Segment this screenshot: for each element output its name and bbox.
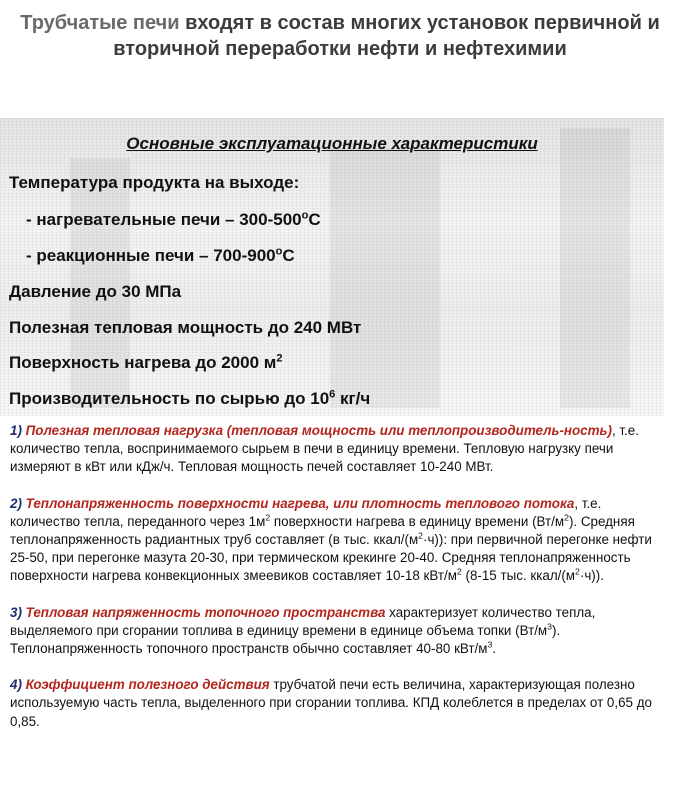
spec-heating-text: - нагревательные печи – 300-500 (26, 210, 302, 229)
unit-exponent: 2 (265, 512, 271, 523)
spec-thermal-power: Полезная тепловая мощность до 240 МВт (9, 318, 362, 337)
spec-surface-text: Поверхность нагрева до 2000 м (9, 353, 277, 372)
unit-exponent: 3 (487, 639, 493, 650)
title-rest: входят в состав многих установок первичной и вторичной переработки нефти и нефтехимии (113, 12, 660, 60)
spec-outlet-temperature: Температура продукта на выходе: (9, 173, 300, 192)
spec-reaction-unit: С (282, 246, 295, 265)
background-furnace-silhouette (330, 148, 440, 408)
unit-exponent: 2 (564, 512, 569, 523)
spec-throughput-exponent: 6 (329, 388, 336, 401)
definition-body: ). Средняя теплонапряженность радиантных труб составляет (в тыс. ккал/(м (10, 513, 635, 548)
definition-item (10, 604, 674, 659)
definition-item (10, 676, 674, 731)
definition-item (10, 495, 674, 586)
title-lead: Трубчатые печи (20, 12, 180, 34)
definition-number: 4) (10, 677, 22, 693)
spec-heating-surface (9, 353, 283, 373)
definition-body: поверхности нагрева в единицу времени (Вт/м (270, 513, 565, 529)
definition-term: Теплонапряженность поверхности нагрева, или плотность теплового потока (25, 495, 575, 511)
definition-term: Коэффициент полезного действия (25, 677, 270, 693)
definition-body: , т.е. количество тепла, воспринимаемого сырьем в печи в единицу времени. Тепловую нагрузку печи измеряют в кВт или кДж/ч. Тепловая мощность печей составляет 10-240 МВт. (10, 423, 639, 475)
definition-body: . (492, 641, 497, 657)
definition-body: , т.е. количество тепла, переданного через 1м (10, 495, 602, 529)
spec-heating-furnaces (26, 210, 321, 230)
definition-body: (8-15 тыс. ккал/(м (461, 568, 576, 584)
definitions-list (10, 422, 674, 749)
characteristics-heading: Основные эксплуатационные характеристики (126, 134, 538, 153)
spec-surface-exponent: 2 (276, 352, 283, 365)
definition-body: характеризует количество тепла, выделяемого при сгорании топлива в единицу времени в единице объема топки (Вт/м (10, 604, 596, 638)
spec-heating-degree: о (301, 209, 309, 222)
unit-exponent: 2 (575, 566, 580, 577)
definition-number: 2) (10, 495, 22, 511)
background-furnace-silhouette (560, 128, 630, 408)
definition-body: ·ч)): при первичной перегонке нефти 25-50, при перегонке мазута 20-30, при термическом крекинге 20-40. Средняя теплонапряженность поверхности нагрева конвекционных змеевиков составляет 10-18 кВт/м (10, 532, 652, 584)
unit-exponent: 2 (418, 530, 423, 541)
spec-heating-unit: С (308, 210, 321, 229)
characteristics-panel (0, 118, 664, 416)
definition-number: 3) (10, 604, 22, 620)
definition-body: ). Теплонапряженность топочного пространств обычно составляет 40-80 кВт/м (10, 622, 561, 657)
definition-number: 1) (10, 423, 22, 438)
page-title (20, 10, 660, 62)
definition-term: Полезная тепловая нагрузка (тепловая мощность или теплопроизводитель-ность) (25, 423, 612, 438)
unit-exponent: 2 (456, 566, 462, 577)
spec-throughput-unit: кг/ч (335, 389, 371, 408)
spec-reaction-text: - реакционные печи – 700-900 (26, 246, 276, 265)
spec-throughput (9, 389, 370, 409)
unit-exponent: 3 (547, 621, 552, 632)
spec-reaction-furnaces (26, 246, 295, 266)
definition-term: Тепловая напряженность топочного пространства (25, 604, 386, 620)
spec-reaction-degree: о (275, 245, 283, 258)
spec-pressure: Давление до 30 МПа (9, 282, 182, 301)
definition-body: ·ч)). (579, 568, 604, 584)
spec-throughput-text: Производительность по сырью до 10 (9, 389, 330, 408)
definition-item (10, 422, 674, 477)
definition-body: трубчатой печи есть величина, характеризующая полезно используемую часть тепла, выделенного при сгорании топлива. КПД колеблется в пределах от 0,65 до 0,85. (10, 677, 652, 729)
